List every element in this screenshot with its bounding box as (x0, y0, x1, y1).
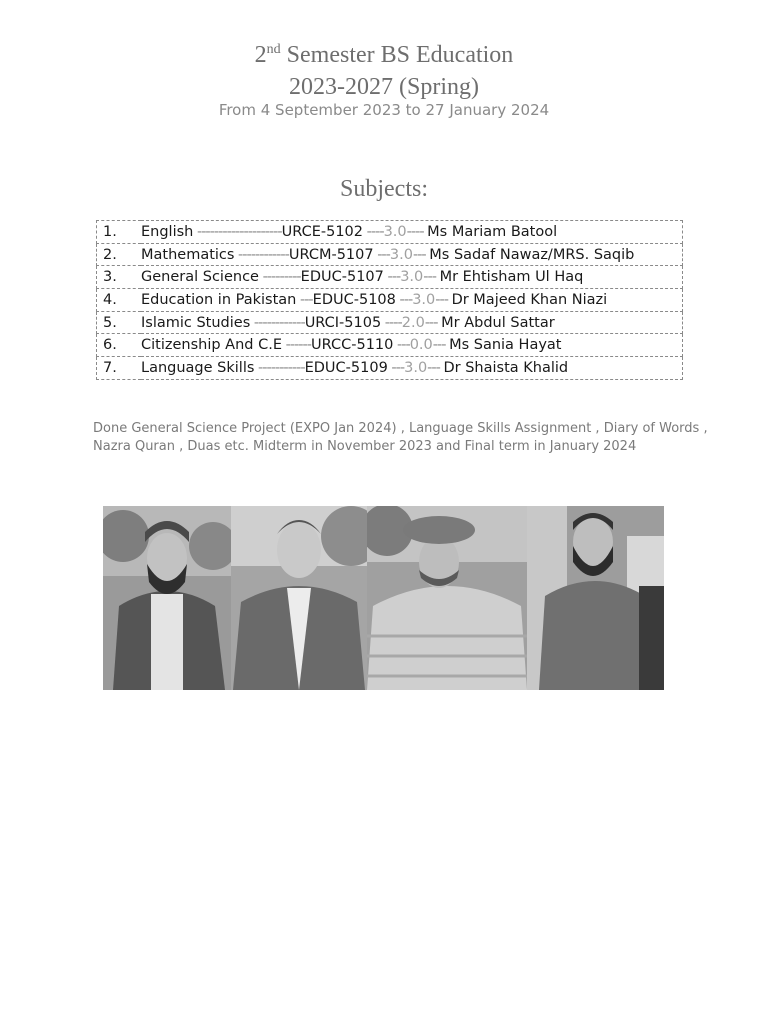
semester-ordinal: nd (266, 42, 281, 57)
dash-leader: --- (383, 269, 401, 286)
dash-leader: --- (423, 269, 440, 286)
semester-title (0, 42, 768, 69)
subjects-heading: Subjects: (340, 176, 428, 202)
dash-leader: --- (296, 291, 313, 308)
course-code: EDUC-5109 (304, 359, 388, 376)
subject-details (141, 334, 683, 357)
teacher-photo-1 (103, 506, 231, 690)
course-code: URCI-5105 (304, 314, 382, 331)
teacher-photos (103, 506, 664, 690)
subject-details (141, 266, 683, 289)
teacher-photo-4 (527, 506, 664, 690)
dash-leader: --- (432, 337, 450, 354)
teacher-name: Ms Mariam Batool (427, 223, 558, 240)
dash-leader: --- (393, 337, 410, 354)
teacher-name: Mr Abdul Sattar (441, 314, 555, 331)
subject-name: Islamic Studies (141, 314, 251, 331)
course-code: EDUC-5107 (300, 269, 384, 286)
dash-leader: --- (427, 359, 444, 376)
subject-row (97, 311, 683, 334)
credit-hours: 3.0 (389, 246, 413, 263)
teacher-photo-2 (231, 506, 367, 690)
subject-details (141, 311, 683, 334)
teacher-photo-3 (367, 506, 527, 690)
semester-label: Semester BS Education (280, 42, 514, 68)
dash-leader: ------------ (250, 314, 305, 331)
session-title: 2023-2027 (Spring) (289, 74, 479, 100)
subject-number: 2. (97, 243, 142, 266)
subject-row (97, 266, 683, 289)
dash-leader: --- (435, 291, 452, 308)
dash-leader: --- (387, 359, 405, 376)
subject-row (97, 289, 683, 312)
teacher-name: Dr Shaista Khalid (443, 359, 569, 376)
course-code: EDUC-5108 (312, 291, 396, 308)
subject-details (141, 289, 683, 312)
teacher-name: Ms Sania Hayat (449, 337, 562, 354)
subject-number: 7. (97, 357, 142, 380)
dash-leader: ----------- (254, 359, 305, 376)
subject-name: Education in Pakistan (141, 291, 297, 308)
semester-number: 2 (254, 42, 267, 68)
subject-number: 4. (97, 289, 142, 312)
credit-hours: 2.0 (401, 314, 425, 331)
credit-hours: 3.0 (412, 291, 436, 308)
subject-details (141, 243, 683, 266)
activities-note: Done General Science Project (EXPO Jan 2024) , Language Skills Assignment , Diary of Words , Nazra Quran , Duas etc. Midterm in November 2023 and Final term in January 2024 (93, 421, 708, 454)
dash-leader: ---- (406, 223, 428, 240)
date-range: From 4 September 2023 to 27 January 2024 (218, 101, 550, 119)
subject-name: English (141, 223, 194, 240)
subject-details (141, 221, 683, 244)
subject-number: 5. (97, 311, 142, 334)
teacher-name: Mr Ehtisham Ul Haq (439, 269, 584, 286)
subject-row (97, 221, 683, 244)
dash-leader: --------- (258, 269, 301, 286)
course-code: URCC-5110 (311, 337, 394, 354)
course-code: URCM-5107 (288, 246, 374, 263)
subject-name: Language Skills (141, 359, 255, 376)
subject-row (97, 357, 683, 380)
credit-hours: 3.0 (400, 269, 424, 286)
subject-row (97, 334, 683, 357)
subject-number: 3. (97, 266, 142, 289)
dash-leader: ---- (363, 223, 384, 240)
teacher-name: Dr Majeed Khan Niazi (451, 291, 608, 308)
subjects-table (96, 220, 683, 380)
subject-name: Mathematics (141, 246, 235, 263)
subject-number: 1. (97, 221, 142, 244)
credit-hours: 3.0 (404, 359, 428, 376)
dash-leader: --- (424, 314, 442, 331)
dash-leader: -------------------- (193, 223, 282, 240)
dash-leader: --- (412, 246, 430, 263)
dash-leader: ---- (381, 314, 402, 331)
subject-row (97, 243, 683, 266)
credit-hours: 0.0 (409, 337, 433, 354)
dash-leader: ------------ (234, 246, 289, 263)
subject-name: Citizenship And C.E (141, 337, 282, 354)
dash-leader: --- (373, 246, 390, 263)
dash-leader: --- (395, 291, 413, 308)
course-code: URCE-5102 (281, 223, 364, 240)
teacher-name: Ms Sadaf Nawaz/MRS. Saqib (429, 246, 635, 263)
credit-hours: 3.0 (383, 223, 407, 240)
subject-details (141, 357, 683, 380)
dash-leader: ------ (282, 337, 312, 354)
subject-name: General Science (141, 269, 259, 286)
subject-number: 6. (97, 334, 142, 357)
